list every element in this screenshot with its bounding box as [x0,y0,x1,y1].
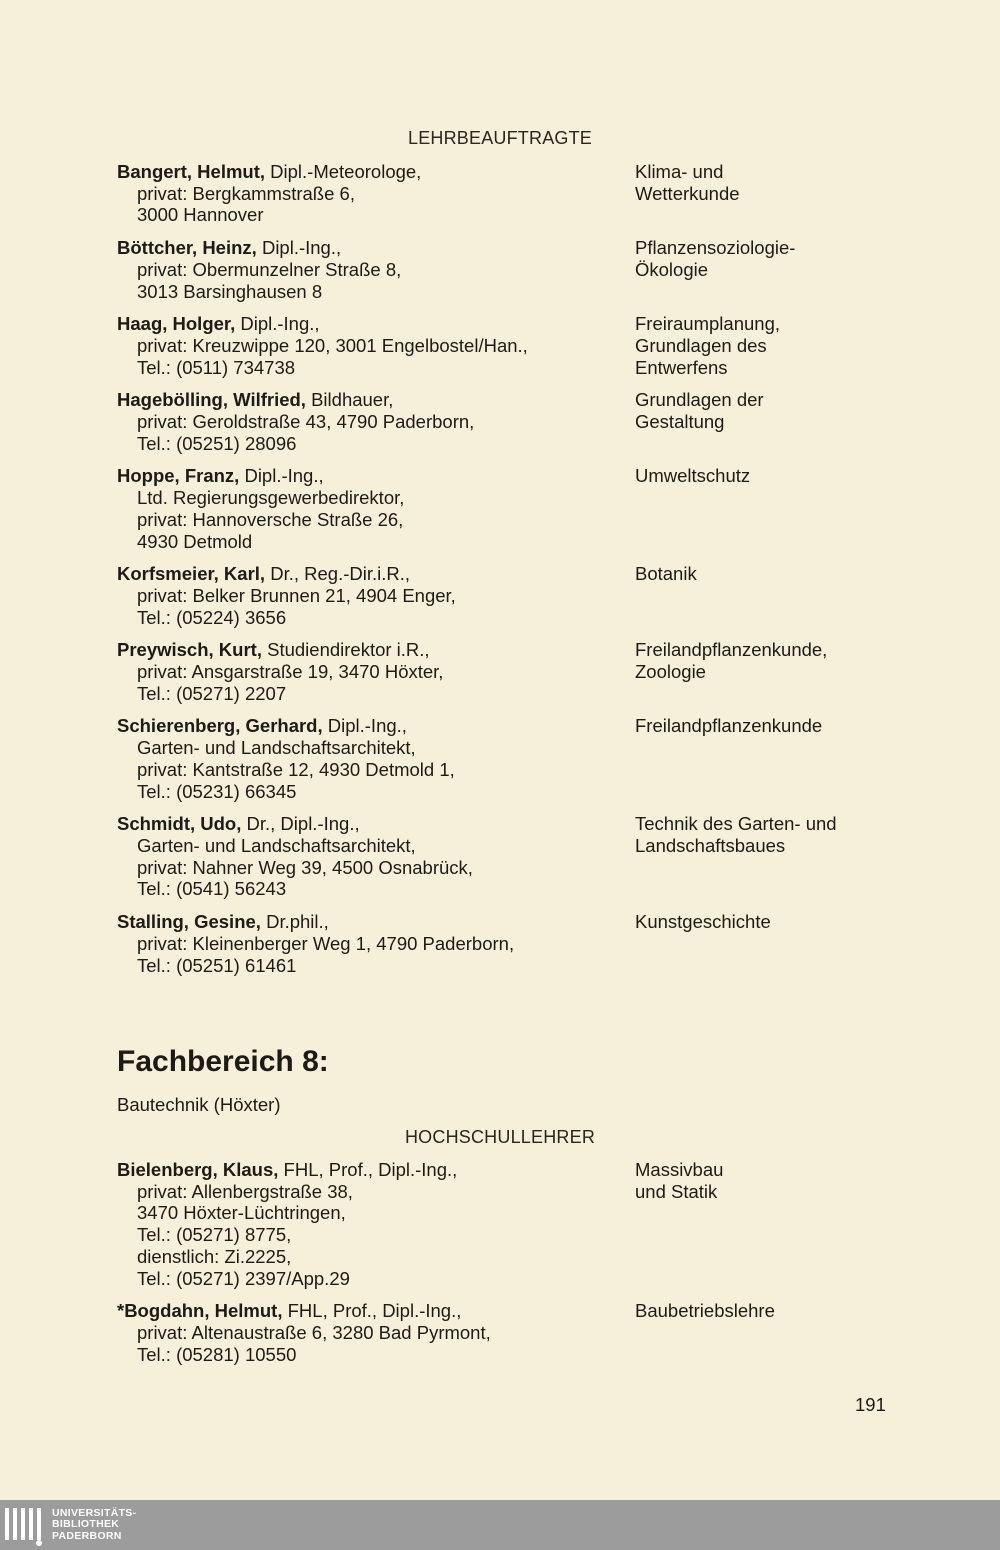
entry-haag [117,313,897,378]
entry-subject [635,465,885,487]
subject-line: Umweltschutz [635,465,751,487]
entry-title: Dipl.-Ing., [235,313,320,335]
entry-title: Dr., Dipl.-Ing., [241,813,360,835]
entry-line: Tel.: (0511) 734738 [137,356,296,378]
entry-line: privat: Nahner Weg 39, 4500 Osnabrück, [137,856,473,878]
entry-line: Garten- und Landschaftsarchitekt, [137,737,416,759]
subject-line: Wetterkunde [635,182,740,204]
entry-stalling [117,911,897,976]
hochschullehrer-list [117,1159,897,1376]
entry-line: Tel.: (0541) 56243 [137,878,287,900]
entry-name: Bielenberg, Klaus, [117,1159,279,1180]
entry-name: Bangert, Helmut, [117,161,266,182]
entry-line: privat: Bergkammstraße 6, [137,182,355,204]
library-footer [0,1500,1000,1550]
library-name-line: UNIVERSITÄTS- [52,1506,137,1519]
entry-line: privat: Kleinenberger Weg 1, 4790 Paderborn, [137,932,515,954]
entry-title: Dipl.-Meteorologe, [265,161,422,182]
library-name-line: PADERBORN [52,1529,122,1542]
entry-name: Preywisch, Kurt, [117,639,262,661]
subject-line: Freiraumplanung, [635,313,780,335]
entry-line: privat: Obermunzelner Straße 8, [137,258,402,280]
library-logo-icon [4,1503,44,1547]
subject-line: Technik des Garten- und [635,813,837,835]
entry-line: privat: Ansgarstraße 19, 3470 Höxter, [137,661,444,683]
entry-schmidt [117,813,897,900]
entry-subject [635,1300,885,1322]
entry-title: Dr., Reg.-Dir.i.R., [265,563,411,585]
subject-line: Klima- und [635,161,724,182]
subject-line: Grundlagen der [635,389,764,411]
entry-subject [635,161,885,204]
fachbereich-subtitle: Bautechnik (Höxter) [117,1094,281,1115]
entry-line: Tel.: (05251) 61461 [137,954,297,976]
entry-name: Hagebölling, Wilfried, [117,389,306,411]
fachbereich-title: Fachbereich 8: [117,1045,329,1078]
entry-title: Bildhauer, [305,389,394,411]
entry-line: privat: Hannoversche Straße 26, [137,508,404,530]
subject-line: Massivbau [635,1159,724,1180]
entry-name: Schierenberg, Gerhard, [117,715,323,737]
entry-line: privat: Kantstraße 12, 4930 Detmold 1, [137,758,455,780]
entry-title: Dipl.-Ing., [256,237,342,259]
entry-title: Dr.phil., [260,911,329,933]
entry-subject [635,389,885,432]
entry-preywisch [117,639,897,704]
entry-subject [635,313,885,378]
entry-subject [635,639,885,682]
section-heading-lehrbeauftragte: LEHRBEAUFTRAGTE [407,128,593,148]
entry-title: Dipl.-Ing., [322,715,407,737]
entry-subject [635,715,885,737]
entry-line: privat: Allenbergstraße 38, [137,1180,353,1202]
entry-hageboelling [117,389,897,454]
subject-line: Pflanzensoziologie- [635,237,796,259]
entry-name: *Bogdahn, Helmut, [117,1300,283,1322]
entry-line: Tel.: (05251) 28096 [137,432,297,454]
entry-korfsmeier [117,563,897,628]
entry-line: privat: Belker Brunnen 21, 4904 Enger, [137,584,456,606]
library-name-line: BIBLIOTHEK [52,1518,120,1531]
entry-line: Tel.: (05271) 2207 [137,682,287,704]
entry-line: Tel.: (05281) 10550 [137,1343,297,1365]
subject-line: Freilandpflanzenkunde [635,715,823,737]
entry-subject [635,563,885,585]
entry-title: FHL, Prof., Dipl.-Ing., [282,1300,462,1322]
entry-name: Schmidt, Udo, [117,813,242,835]
lehrbeauftragte-list [117,161,897,987]
entry-line: privat: Altenaustraße 6, 3280 Bad Pyrmont, [137,1321,491,1343]
entry-name: Hoppe, Franz, [117,465,240,487]
entry-subject [635,911,885,933]
subject-line: Botanik [635,563,697,585]
subject-line: Landschaftsbaues [635,834,786,856]
subject-line: Grundlagen des [635,334,767,356]
entry-name: Korfsmeier, Karl, [117,563,266,585]
entry-line: 3470 Höxter-Lüchtringen, [137,1202,346,1224]
entry-title: FHL, Prof., Dipl.-Ing., [278,1159,458,1180]
subject-line: Baubetriebslehre [635,1300,775,1322]
subject-line: Ökologie [635,258,709,280]
entry-subject [635,237,885,280]
entry-title: Studiendirektor i.R., [261,639,430,661]
entry-line: Tel.: (05271) 2397/App.29 [137,1267,350,1289]
entry-bielenberg [117,1159,897,1289]
library-name [52,1508,136,1543]
page-number: 191 [855,1394,886,1415]
entry-line: Tel.: (05231) 66345 [137,780,297,802]
entry-line: Tel.: (05224) 3656 [137,606,287,628]
subject-line: Zoologie [635,661,706,683]
entry-line: 3000 Hannover [137,204,264,226]
entry-boettcher [117,237,897,302]
entry-name: Böttcher, Heinz, [117,237,257,259]
entry-line: privat: Kreuzwippe 120, 3001 Engelbostel/Han., [137,334,528,356]
entry-line: 4930 Detmold [137,530,253,552]
section-heading-hochschullehrer: HOCHSCHULLEHRER [404,1127,596,1147]
entry-bogdahn [117,1300,897,1365]
entry-schierenberg [117,715,897,802]
entry-line: privat: Geroldstraße 43, 4790 Paderborn, [137,411,475,433]
entry-line: dienstlich: Zi.2225, [137,1245,292,1267]
entry-subject [635,813,885,856]
entry-hoppe [117,465,897,552]
entry-line: 3013 Barsinghausen 8 [137,280,323,302]
entry-subject [635,1159,885,1202]
entry-line: Tel.: (05271) 8775, [137,1224,292,1246]
subject-line: und Statik [635,1180,718,1202]
subject-line: Freilandpflanzenkunde, [635,639,828,661]
entry-name: Stalling, Gesine, [117,911,261,933]
entry-bangert [117,161,897,226]
entry-title: Dipl.-Ing., [239,465,324,487]
subject-line: Gestaltung [635,411,725,433]
subject-line: Entwerfens [635,356,728,378]
entry-name: Haag, Holger, [117,313,236,335]
entry-line: Garten- und Landschaftsarchitekt, [137,834,416,856]
subject-line: Kunstgeschichte [635,911,771,933]
entry-line: Ltd. Regierungsgewerbedirektor, [137,487,405,509]
